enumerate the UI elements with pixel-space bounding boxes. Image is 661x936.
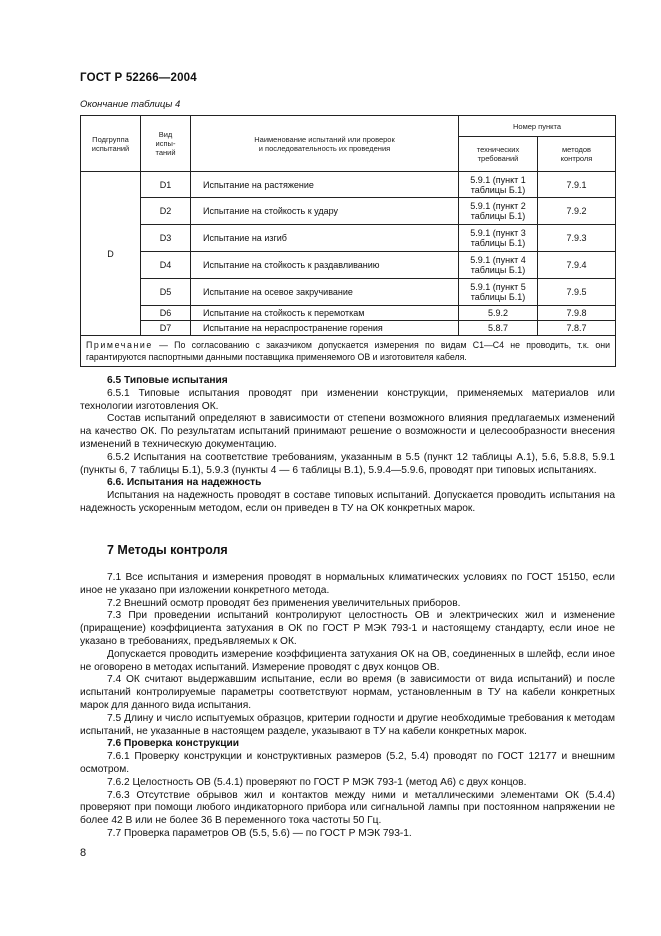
header-kind: Вид испы- таний	[141, 116, 191, 172]
table-row	[81, 225, 616, 252]
paragraph: 7.7 Проверка параметров ОВ (5.5, 5.6) — по ГОСТ Р МЭК 793-1.	[107, 827, 412, 839]
section-7-body	[80, 572, 615, 841]
method-ref: 7.9.1	[538, 172, 616, 198]
paragraph: 7.4 ОК считают выдержавшим испытание, если во время (в зависимости от вида испытаний) и после испытаний контролируемые параметры соответствуют нормам, установленным в ТУ на кабели конкретных марок для данного вида испытания.	[80, 674, 615, 711]
test-code: D1	[141, 172, 191, 198]
tech-req: 5.9.1 (пункт 5 таблицы Б.1)	[459, 279, 538, 306]
test-code: D6	[141, 306, 191, 321]
page-number: 8	[80, 847, 87, 859]
test-code: D5	[141, 279, 191, 306]
method-ref: 7.9.4	[538, 252, 616, 279]
paragraph: 7.6.3 Отсутствие обрывов жил и контактов между ними и металлическими элементами ОК (5.4.4) проверяют при помощи любого индикаторного прибора или сигнальной лампы при постоянном напряжении не более 42 В или не более 36 В переменного тока частоты 50 Гц.	[80, 789, 615, 827]
table-row	[81, 306, 616, 321]
header-subgroup: Подгруппа испытаний	[81, 116, 141, 172]
tech-req: 5.8.7	[459, 321, 538, 336]
method-ref: 7.9.5	[538, 279, 616, 306]
table-note-row	[81, 336, 616, 367]
heading-6-6: 6.6. Испытания на надежность	[107, 477, 262, 489]
tech-req: 5.9.1 (пункт 4 таблицы Б.1)	[459, 252, 538, 279]
table-row	[81, 172, 616, 198]
paragraph: 7.6.1 Проверку конструкции и конструктивных размеров (5.2, 5.4) проводят по ГОСТ 12177 и внешним осмотром.	[80, 751, 615, 775]
method-ref: 7.9.3	[538, 225, 616, 252]
test-name: Испытание на изгиб	[191, 225, 459, 252]
header-test-name: Наименование испытаний или проверок и последовательность их проведения	[191, 116, 459, 172]
tech-req: 5.9.2	[459, 306, 538, 321]
section-6-5	[80, 375, 615, 516]
test-name: Испытание на нераспространение горения	[191, 321, 459, 336]
tech-req: 5.9.1 (пункт 1 таблицы Б.1)	[459, 172, 538, 198]
test-name: Испытание на растяжение	[191, 172, 459, 198]
paragraph: Допускается проводить измерение коэффициента затухания ОК на ОВ, соединенных в шлейф, если иное не оговорено в методах испытаний. Измерение проводят с двух концов ОВ.	[80, 648, 615, 673]
method-ref: 7.9.2	[538, 198, 616, 225]
table-note: Примечание — По согласованию с заказчиком допускается измерения по видам С1—С4 не проводить, т.к. они гарантируются паспортными данными поставщика применяемого ОВ и изготовителя кабеля.	[81, 336, 616, 367]
paragraph: Состав испытаний определяют в зависимости от степени возможного влияния предлагаемых изменений на качество ОК. По результатам испытаний принимают решение о возможности и целесообразности внесения изменений в техническую документацию.	[80, 413, 615, 450]
group-cell: D	[81, 172, 141, 336]
test-name: Испытание на стойкость к раздавливанию	[191, 252, 459, 279]
method-ref: 7.9.8	[538, 306, 616, 321]
section-7-title: 7 Методы контроля	[107, 543, 228, 557]
paragraph: 6.5.1 Типовые испытания проводят при изменении конструкции, применяемых материалов или технологии изготовления ОК.	[80, 387, 615, 412]
paragraph: 7.3 При проведении испытаний контролируют целостность ОВ и электрических жил и изменение (приращение) коэффициента затухания в ОК по ГОСТ Р МЭК 793-1 и настоящему стандарту, если иное не указано в требованиях, предъявляемых к ОК.	[80, 610, 615, 647]
table-caption: Окончание таблицы 4	[80, 99, 181, 110]
paragraph: Испытания на надежность проводят в составе типовых испытаний. Допускается проводить испытания на надежность ускоренным методом, если он приведен в ТУ на ОК конкретных марок.	[80, 490, 615, 514]
paragraph: 7.5 Длину и число испытуемых образцов, критерии годности и другие необходимые требования к методам испытаний, не указанные в настоящем разделе, указывают в ТУ на кабели конкретных марок.	[80, 712, 615, 737]
heading-6-5: 6.5 Типовые испытания	[107, 375, 228, 386]
paragraph: 7.6.2 Целостность ОВ (5.4.1) проверяют по ГОСТ Р МЭК 793-1 (метод А6) с двух концов.	[107, 776, 527, 788]
table-row	[81, 279, 616, 306]
paragraph: 6.5.2 Испытания на соответствие требованиям, указанным в 5.5 (пункт 12 таблицы А.1), 5.6, 5.8.8, 5.9.1 (пункты 6, 7 таблицы Б.1), 5.9.3 (пункты 4 — 6 таблицы В.1), 5.9.4—5.9.6, проводят при типовых испытаниях.	[80, 451, 615, 476]
header-item-number: Номер пункта	[459, 116, 616, 137]
paragraph: 7.1 Все испытания и измерения проводят в нормальных климатических условиях по ГОСТ 15150, если иное не указано при изложении конкретного метода.	[80, 572, 615, 596]
test-name: Испытание на осевое закручивание	[191, 279, 459, 306]
tech-req: 5.9.1 (пункт 3 таблицы Б.1)	[459, 225, 538, 252]
method-ref: 7.8.7	[538, 321, 616, 336]
tests-table	[80, 115, 616, 367]
test-code: D2	[141, 198, 191, 225]
test-code: D4	[141, 252, 191, 279]
header-tech-requirements: технических требований	[459, 137, 538, 172]
test-name: Испытание на стойкость к удару	[191, 198, 459, 225]
test-name: Испытание на стойкость к перемоткам	[191, 306, 459, 321]
heading-7-6: 7.6 Проверка конструкции	[107, 738, 240, 750]
table-row	[81, 321, 616, 336]
test-code: D3	[141, 225, 191, 252]
table-row	[81, 252, 616, 279]
test-code: D7	[141, 321, 191, 336]
paragraph: 7.2 Внешний осмотр проводят без применения увеличительных приборов.	[107, 597, 461, 609]
tech-req: 5.9.1 (пункт 2 таблицы Б.1)	[459, 198, 538, 225]
header-control-methods: методов контроля	[538, 137, 616, 172]
table-row	[81, 198, 616, 225]
document-title: ГОСТ Р 52266—2004	[80, 72, 197, 84]
